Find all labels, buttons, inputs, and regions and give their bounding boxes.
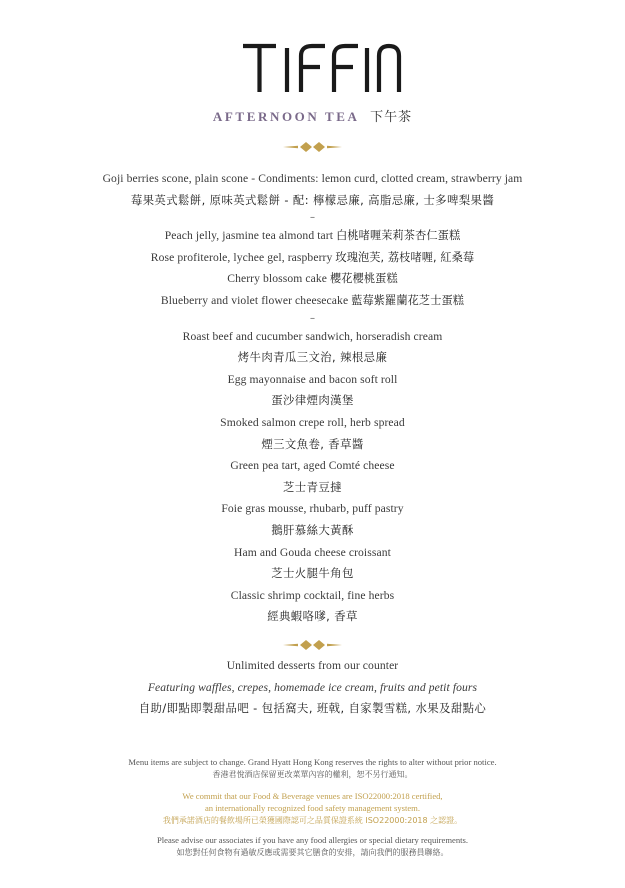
ornament-divider-top — [0, 140, 625, 154]
section-separator: – — [310, 212, 315, 224]
change-notice — [20, 757, 605, 781]
allergy-notice-english: Please advise our associates if you have any food allergies or special dietary requirements. — [156, 835, 469, 845]
savoury-item-chinese: 鵝肝慕絲大黃酥 — [271, 522, 354, 537]
change-notice-english: Menu items are subject to change. Grand Hyatt Hong Kong reserves the rights to alter without prior notice. — [128, 757, 497, 767]
savoury-item-chinese: 烤牛肉青瓜三文治, 辣根忌廉 — [237, 350, 388, 365]
savoury-item-english: Foie gras mousse, rhubarb, puff pastry — [221, 502, 404, 516]
sweet-item: Cherry blossom cake 櫻花櫻桃蛋糕 — [227, 272, 398, 286]
savoury-item-chinese: 芝士火腿牛角包 — [271, 566, 354, 581]
change-notice-chinese: 香港君悅酒店保留更改菜單內容的權利，恕不另行通知。 — [212, 769, 413, 779]
savoury-item-english: Green pea tart, aged Comté cheese — [230, 459, 395, 473]
savoury-item-chinese: 芝士青豆撻 — [283, 479, 342, 494]
allergy-notice — [20, 835, 605, 859]
iso-notice-english-2: an internationally recognized food safety management system. — [204, 802, 420, 813]
sweet-item: Rose profiterole, lychee gel, raspberry 玫瑰泡芙, 荔枝啫喱, 紅桑莓 — [150, 250, 475, 264]
subtitle-chinese: 下午茶 — [370, 110, 413, 125]
desserts-featuring: Featuring waffles, crepes, homemade ice cream, fruits and petit fours — [147, 680, 478, 694]
ornament-divider-bottom — [0, 638, 625, 652]
scones-english: Goji berries scone, plain scone - Condiments: lemon curd, clotted cream, strawberry jam — [102, 172, 523, 185]
tiffin-logo — [0, 34, 625, 96]
menu-subtitle — [0, 106, 625, 125]
savoury-item-english: Ham and Gouda cheese croissant — [234, 545, 391, 559]
savoury-item-english: Smoked salmon crepe roll, herb spread — [220, 415, 405, 429]
savoury-item-chinese: 煙三文魚卷, 香草醬 — [261, 436, 364, 451]
savoury-item-english: Classic shrimp cocktail, fine herbs — [230, 588, 395, 602]
iso-notice-chinese: 我們承諾酒店的餐飲場所已榮獲國際認可之品質保證系統 ISO22000:2018 之認證。 — [162, 815, 463, 825]
savoury-item-english: Egg mayonnaise and bacon soft roll — [227, 372, 398, 386]
section-separator: – — [310, 312, 315, 324]
scones-chinese: 莓果英式鬆餅, 原味英式鬆餅 - 配: 檸檬忌廉, 高脂忌廉, 士多啤梨果醬 — [130, 192, 495, 207]
subtitle-english: AFTERNOON TEA — [212, 109, 360, 124]
menu-body — [20, 168, 605, 628]
allergy-notice-chinese: 如您對任何食物有過敏反應或需要其它膳食的安排，請向我們的服務員聯絡。 — [176, 847, 449, 857]
savoury-item-chinese: 蛋沙律煙肉漢堡 — [271, 393, 354, 408]
desserts-line: Unlimited desserts from our counter — [226, 659, 399, 672]
savoury-item-english: Roast beef and cucumber sandwich, horseradish cream — [182, 329, 443, 343]
sweet-item: Blueberry and violet flower cheesecake 藍莓紫羅蘭花芝士蛋糕 — [160, 293, 465, 307]
sweet-item: Peach jelly, jasmine tea almond tart 白桃啫喱茉莉茶杏仁蛋糕 — [164, 229, 461, 243]
iso-notice-english-1: We commit that our Food & Beverage venues are ISO22000:2018 certified, — [182, 791, 443, 801]
desserts-section — [20, 655, 605, 720]
iso-notice — [20, 791, 605, 826]
savoury-item-chinese: 經典蝦咯嗲, 香草 — [267, 609, 358, 624]
desserts-chinese: 自助/即點即製甜品吧 - 包括窩夫, 班戟, 自家製雪糕, 水果及甜點心 — [138, 701, 487, 716]
